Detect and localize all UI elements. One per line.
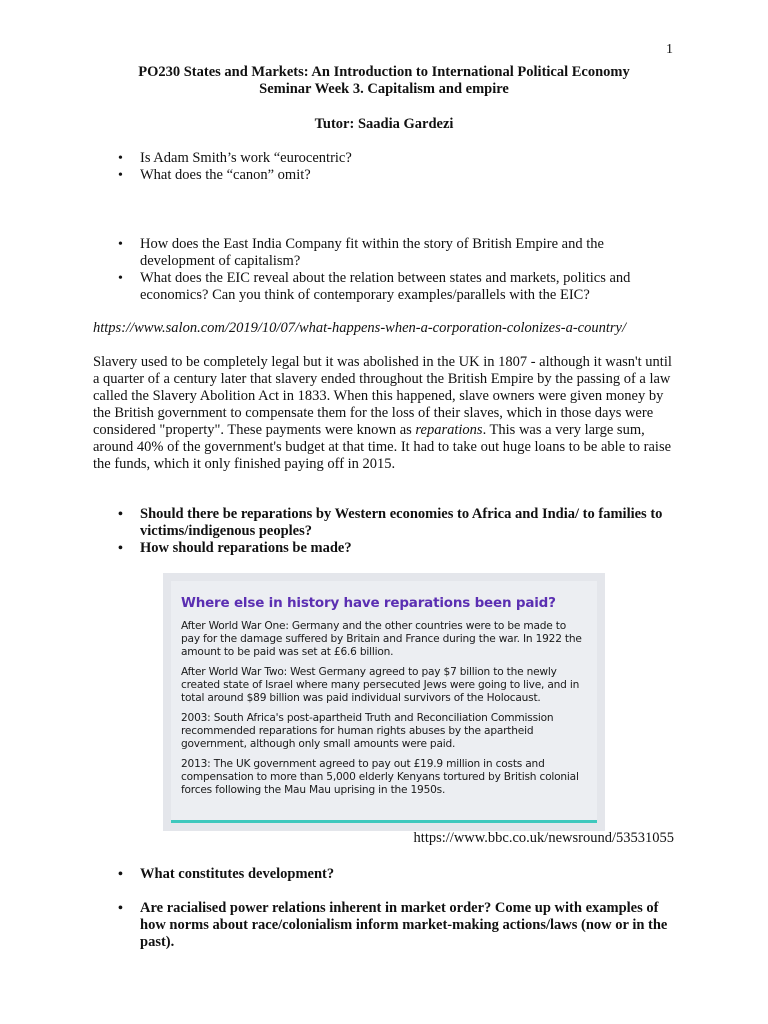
list-item: • How does the East India Company fit within the story of British Empire and the development of capitalism? xyxy=(118,236,678,270)
list-item: • How should reparations be made? xyxy=(118,540,678,557)
question-list-1 xyxy=(118,150,678,184)
infobox-item: After World War One: Germany and the other countries were to be made to pay for the damage suffered by Britain and France during the war. In 1922 the amount to be paid was set at £6.6 billion. xyxy=(181,620,582,658)
list-item: • What does the EIC reveal about the relation between states and markets, politics and economics? Can you think of contemporary examples/parallels with the EIC? xyxy=(118,270,678,304)
slavery-paragraph xyxy=(93,354,678,473)
question-list-4 xyxy=(118,866,678,883)
infobox-item: 2003: South Africa's post-apartheid Truth and Reconciliation Commission recommended reparations for human rights abuses by the apartheid government, although only small amounts were paid. xyxy=(181,712,554,750)
page-number: 1 xyxy=(666,42,673,57)
infobox-title: Where else in history have reparations been paid? xyxy=(181,595,556,611)
infobox-item: 2013: The UK government agreed to pay out £19.9 million in costs and compensation to more than 5,000 elderly Kenyans tortured by British colonial forces following the Mau Mau uprising in the 1950s. xyxy=(181,758,579,796)
list-item: • What does the “canon” omit? xyxy=(118,167,678,184)
infobox-item: After World War Two: West Germany agreed to pay $7 billion to the newly created state of Israel where many persecuted Jews were going to live, and in total around $89 billion was paid individual survivors of the Holocaust. xyxy=(181,666,580,704)
paragraph-text-end: . This was a very large sum, around 40% of the government's budget at that time. It had to take out huge loans to be able to raise the funds, which it only finished paying off in 2015. xyxy=(93,422,672,472)
infobox-card xyxy=(171,581,597,823)
question-list-5 xyxy=(118,900,678,951)
document-header xyxy=(0,64,768,98)
list-item: • Should there be reparations by Western economies to Africa and India/ to families to victims/indigenous peoples? xyxy=(118,506,678,540)
question-list-3 xyxy=(118,506,678,557)
list-item: • Is Adam Smith’s work “eurocentric? xyxy=(118,150,678,167)
salon-link[interactable]: https://www.salon.com/2019/10/07/what-happens-when-a-corporation-colonizes-a-country/ xyxy=(93,320,626,336)
paragraph-text: Slavery used to be completely legal but it was abolished in the UK in 1807 - although it wasn't until a quarter of a century later that slavery ended throughout the British Empire by the passing of a law called the Slavery Abolition Act in 1833. When this happened, slave owners were given money by the British government to compensate them for the loss of their slaves, which in those days were considered "property". These payments were known as xyxy=(93,354,672,438)
tutor-name: Tutor: Saadia Gardezi xyxy=(314,116,454,132)
question-list-2 xyxy=(118,236,678,304)
course-title: PO230 States and Markets: An Introduction to International Political Economy xyxy=(138,64,630,80)
paragraph-emphasis: reparations xyxy=(415,422,483,438)
list-item: • Are racialised power relations inherent in market order? Come up with examples of how norms about race/colonialism inform market-making actions/laws (now or in the past). xyxy=(118,900,678,951)
list-item: • What constitutes development? xyxy=(118,866,678,883)
reparations-infobox-image xyxy=(163,573,605,831)
bbc-link[interactable]: https://www.bbc.co.uk/newsround/53531055 xyxy=(413,830,674,846)
seminar-title: Seminar Week 3. Capitalism and empire xyxy=(259,81,509,97)
